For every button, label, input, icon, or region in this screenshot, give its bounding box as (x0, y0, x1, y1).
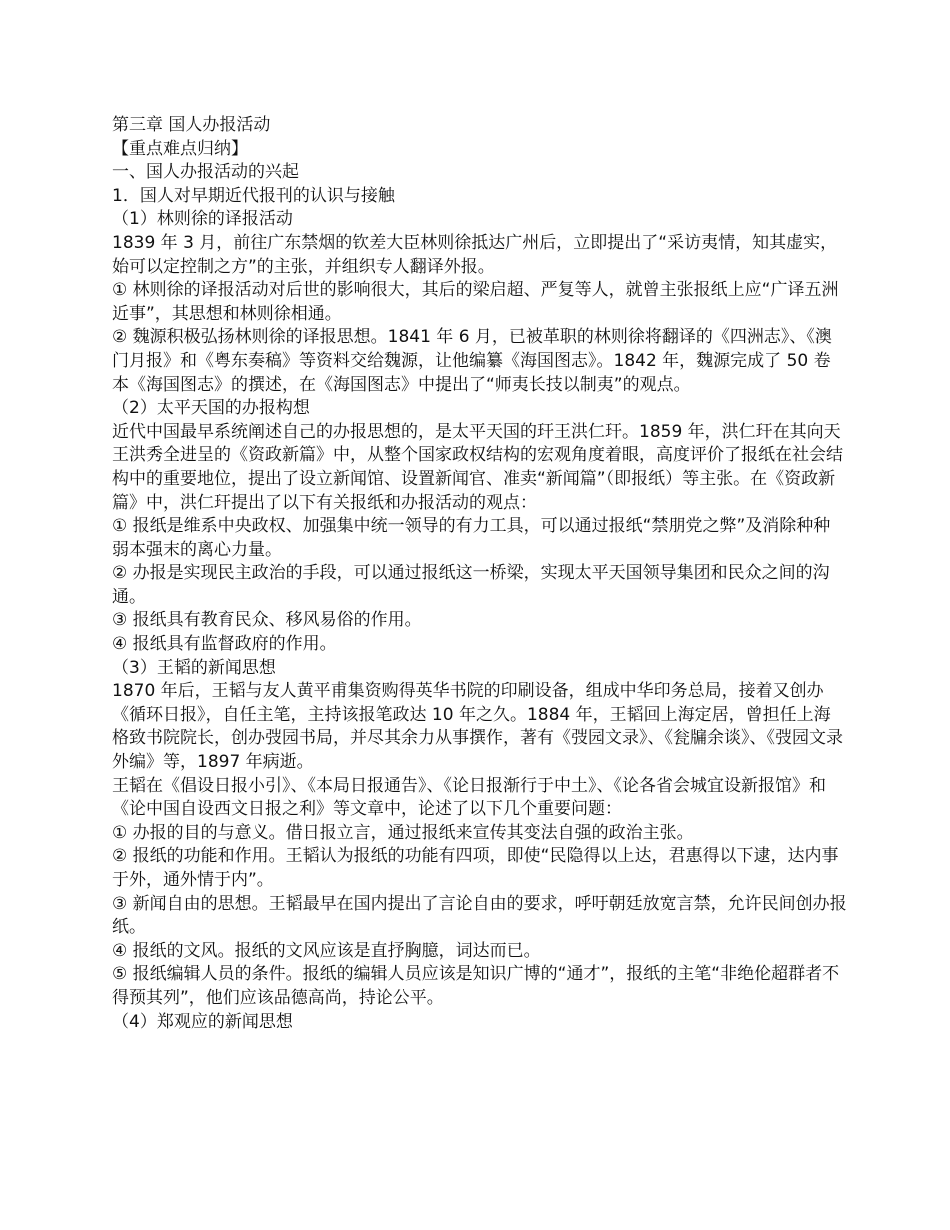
paragraph: ③ 新闻自由的思想。王韬最早在国内提出了言论自由的要求，呼吁朝廷放宽言禁，允许民间创办报纸。 (112, 893, 847, 938)
paragraph: ③ 报纸具有教育民众、移风易俗的作用。 (112, 610, 422, 631)
paragraph: ① 报纸是维系中央政权、加强集中统一领导的有力工具，可以通过报纸“禁朋党之弊”及消除种种弱本强末的离心力量。 (112, 516, 831, 560)
part-heading: 一、国人办报活动的兴起 (112, 162, 299, 183)
paragraph: ④ 报纸具有监督政府的作用。 (112, 634, 337, 655)
subsection-heading: 1．国人对早期近代报刊的认识与接触 (112, 185, 395, 206)
paragraph: ② 魏源积极弘扬林则徐的译报思想。1841 年 6 月，已被革职的林则徐将翻译的《四洲志》、《澳门月报》和《粤东奏稿》等资料交给魏源，让他编纂《海国图志》。1842 年，魏源完成了 50 卷本《海国图志》的撰述，在《海国图志》中提出了“师夷长技以制夷”的观点。 (112, 327, 832, 395)
paragraph: ① 林则徐的译报活动对后世的影响很大，其后的梁启超、严复等人，就曾主张报纸上应“广译五洲近事”，其思想和林则徐相通。 (112, 280, 839, 324)
sub-heading-wang-tao: （3）王韬的新闻思想 (112, 657, 276, 678)
paragraph: ④ 报纸的文风。报纸的文风应该是直抒胸臆，词达而已。 (112, 940, 541, 961)
document-body (112, 114, 847, 1034)
section-tag: 【重点难点归纳】 (112, 138, 248, 159)
paragraph: ① 办报的目的与意义。借日报立言，通过报纸来宣传其变法自强的政治主张。 (112, 822, 694, 843)
paragraph: 1839 年 3 月，前往广东禁烟的钦差大臣林则徐抵达广州后，立即提出了“采访夷情，知其虚实，始可以定控制之方”的主张，并组织专人翻译外报。 (112, 232, 838, 277)
paragraph: 近代中国最早系统阐述自己的办报思想的，是太平天国的玕王洪仁玕。1859 年，洪仁玕在其向天王洪秀全进呈的《资政新篇》中，从整个国家政权结构的宏观角度着眼，高度评价了报纸在社会结构中的重要地位，提出了设立新闻馆、设置新闻官、准卖“新闻篇”（即报纸）等主张。在《资政新篇》中，洪仁玕提出了以下有关报纸和办报活动的观点： (112, 421, 843, 513)
paragraph: ② 办报是实现民主政治的手段，可以通过报纸这一桥梁，实现太平天国领导集团和民众之间的沟通。 (112, 563, 830, 607)
sub-heading-zheng-guanying: （4）郑观应的新闻思想 (112, 1011, 293, 1032)
paragraph: ⑤ 报纸编辑人员的条件。报纸的编辑人员应该是知识广博的“通才”，报纸的主笔“非绝伦超群者不得预其列”，他们应该品德高尚，持论公平。 (112, 964, 840, 1008)
chapter-title: 第三章 国人办报活动 (112, 115, 271, 135)
sub-heading-taiping: （2）太平天国的办报构想 (112, 398, 310, 419)
paragraph: ② 报纸的功能和作用。王韬认为报纸的功能有四项，即使“民隐得以上达，君惠得以下逮，达内事于外，通外情于内”。 (112, 846, 839, 890)
paragraph: 王韬在《倡设日报小引》、《本局日报通告》、《论日报渐行于中土》、《论各省会城宜设新报馆》和《论中国自设西文日报之利》等文章中，论述了以下几个重要问题： (112, 775, 826, 820)
sub-heading-lin-zexu: （1）林则徐的译报活动 (112, 209, 293, 230)
paragraph: 1870 年后，王韬与友人黄平甫集资购得英华书院的印刷设备，组成中华印务总局，接着又创办《循环日报》，自任主笔，主持该报笔政达 10 年之久。1884 年，王韬回上海定居，曾担任上海格致书院院长，创办弢园书局，并尽其余力从事撰作，著有《弢园文录》、《瓮牖余谈》、《弢园文录外编》等，1897 年病逝。 (112, 681, 843, 773)
